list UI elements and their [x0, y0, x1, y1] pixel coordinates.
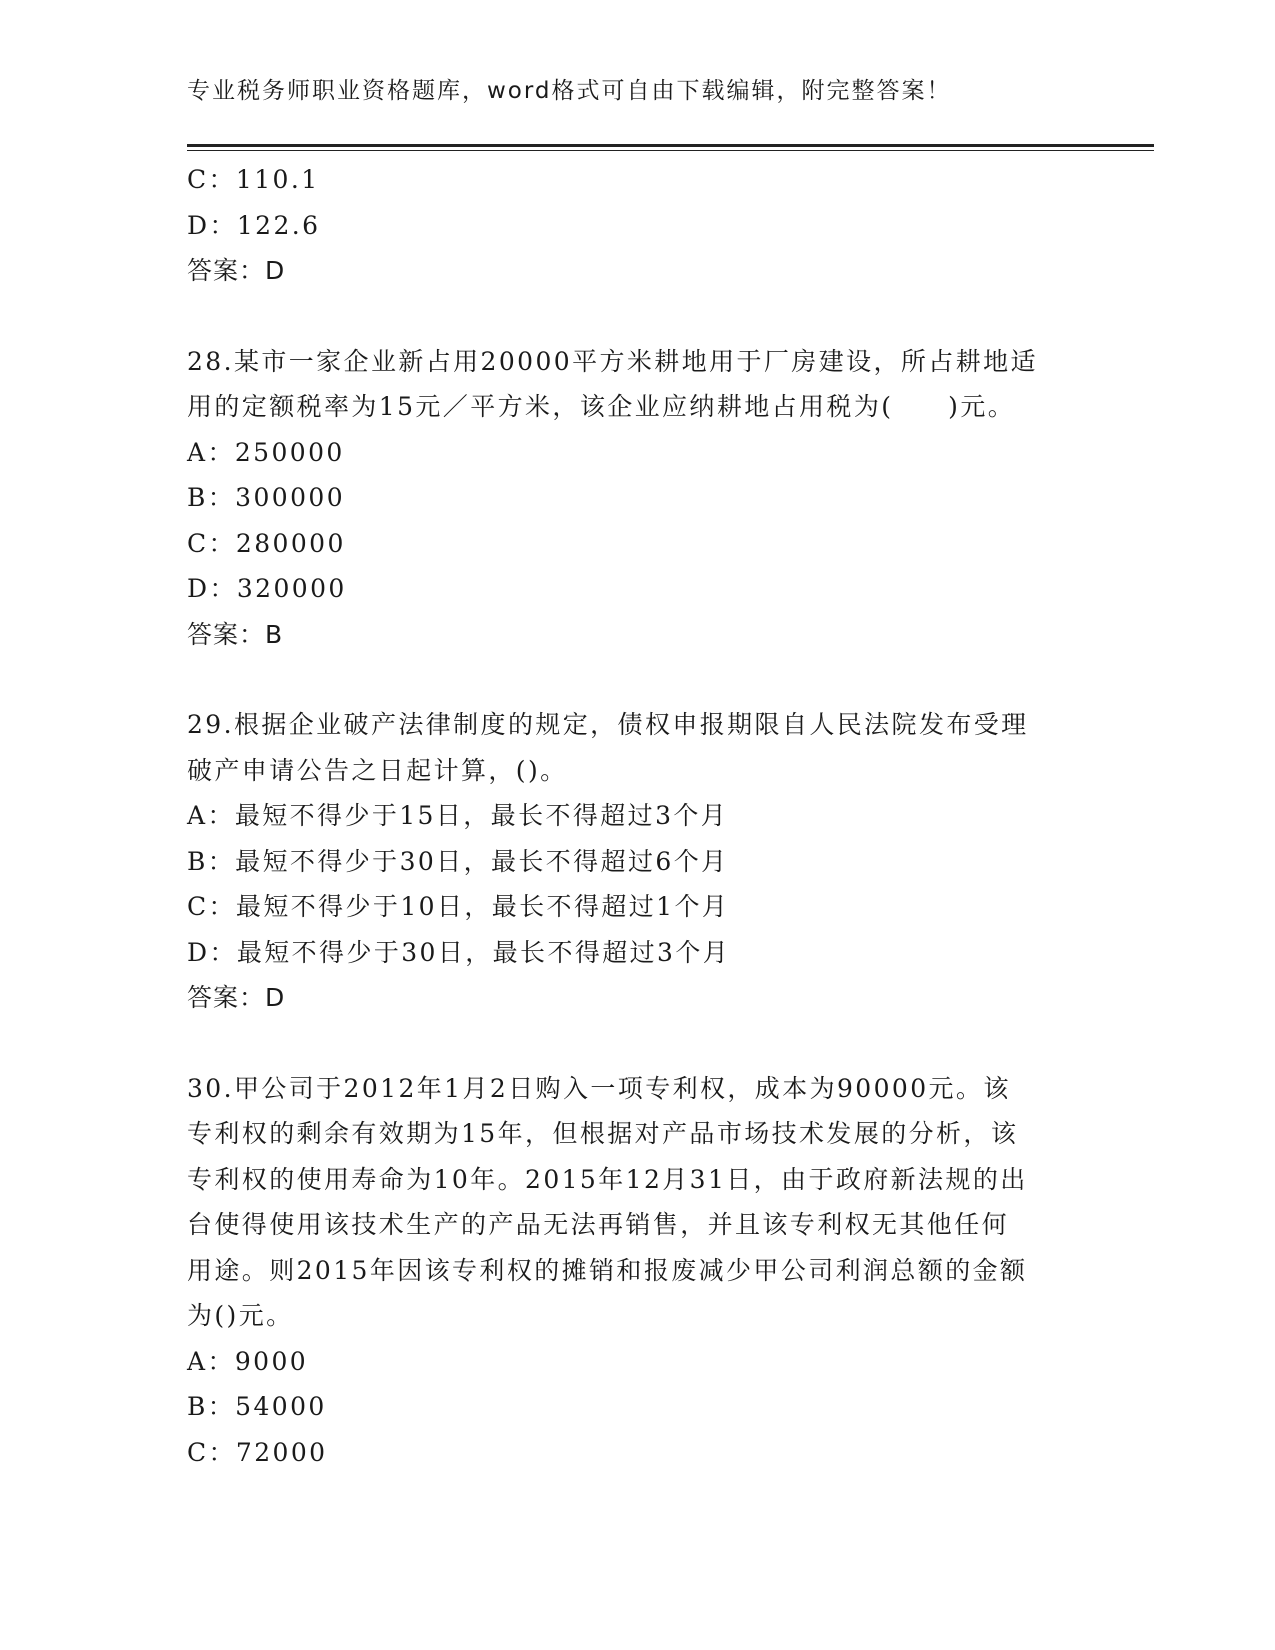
q28-option-b: B：300000 — [187, 483, 346, 512]
spacer — [187, 294, 1087, 339]
q28-stem-line-1: 28.某市一家企业新占用20000平方米耕地用于厂房建设，所占耕地适 — [187, 346, 1038, 376]
q29-option-c: C：最短不得少于10日，最长不得超过1个月 — [187, 892, 730, 921]
q29-answer: 答案：D — [187, 983, 286, 1012]
q29-stem-line-2: 破产申请公告之日起计算，()。 — [187, 755, 568, 785]
question-content — [187, 157, 1087, 1475]
q30-stem-line-6: 为()元。 — [187, 1301, 294, 1330]
q29-stem-line-1: 29.根据企业破产法律制度的规定，债权申报期限自人民法院发布受理 — [187, 710, 1029, 739]
q30-stem-line-4: 台使得使用该技术生产的产品无法再销售，并且该专利权无其他任何 — [187, 1210, 1010, 1239]
q27-answer: 答案：D — [187, 256, 286, 285]
q27-option-d: D：122.6 — [187, 210, 321, 240]
q28-stem-line-2: 用的定额税率为15元／平方米，该企业应纳耕地占用税为( )元。 — [187, 392, 1016, 421]
q27-option-c: C：110.1 — [187, 165, 320, 194]
header-rule-thick — [187, 144, 1154, 147]
q30-stem-line-1: 30.甲公司于2012年1月2日购入一项专利权，成本为90000元。该 — [187, 1073, 1011, 1103]
q30-stem-line-2: 专利权的剩余有效期为15年，但根据对产品市场技术发展的分析，该 — [187, 1119, 1019, 1148]
header-rule-thin — [187, 150, 1154, 151]
q30-option-b: B：54000 — [187, 1392, 327, 1421]
q28-answer: 答案：B — [187, 619, 284, 649]
spacer — [187, 657, 1087, 702]
page-header: 专业税务师职业资格题库，word格式可自由下载编辑，附完整答案！ — [187, 78, 952, 104]
q28-option-d: D：320000 — [187, 574, 347, 603]
q30-option-a: A：9000 — [187, 1346, 309, 1376]
q29-option-d: D：最短不得少于30日，最长不得超过3个月 — [187, 937, 731, 967]
q29-option-b: B：最短不得少于30日，最长不得超过6个月 — [187, 846, 729, 876]
q28-option-a: A：250000 — [187, 437, 345, 467]
spacer — [187, 1021, 1087, 1066]
q30-option-c: C：72000 — [187, 1437, 328, 1467]
q30-stem-line-5: 用途。则2015年因该专利权的摊销和报废减少甲公司利润总额的金额 — [187, 1255, 1028, 1285]
q28-option-c: C：280000 — [187, 528, 346, 558]
q30-stem-line-3: 专利权的使用寿命为10年。2015年12月31日，由于政府新法规的出 — [187, 1164, 1028, 1194]
q29-option-a: A：最短不得少于15日，最长不得超过3个月 — [187, 801, 729, 830]
